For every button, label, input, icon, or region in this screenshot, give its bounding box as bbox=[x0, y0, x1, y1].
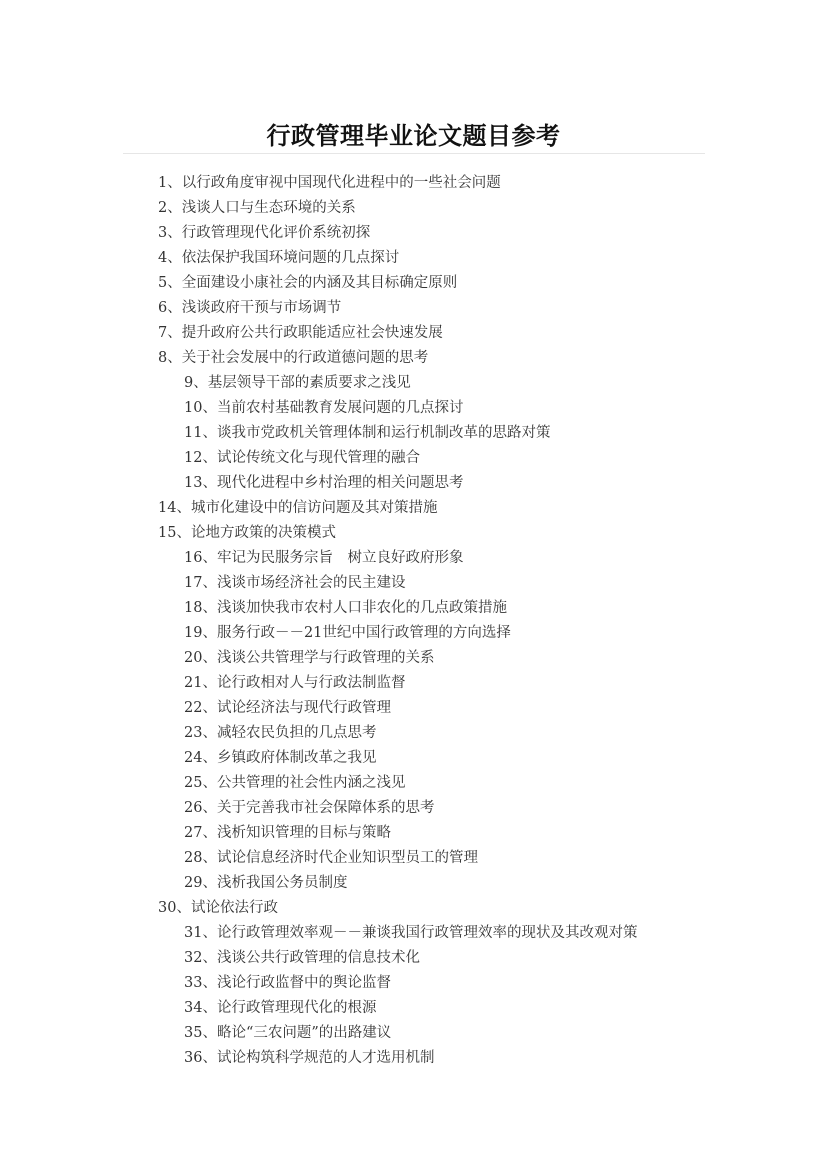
list-item: 7、提升政府公共行政职能适应社会快速发展 bbox=[158, 325, 443, 341]
list-item: 34、论行政管理现代化的根源 bbox=[184, 1000, 377, 1016]
list-item: 17、浅谈市场经济社会的民主建设 bbox=[184, 575, 406, 591]
list-item: 27、浅析知识管理的目标与策略 bbox=[184, 825, 391, 841]
list-item: 36、试论构筑科学规范的人才选用机制 bbox=[184, 1050, 435, 1066]
list-item: 9、基层领导干部的素质要求之浅见 bbox=[184, 375, 411, 391]
topic-list bbox=[0, 171, 827, 1071]
list-item: 25、公共管理的社会性内涵之浅见 bbox=[184, 775, 406, 791]
page-title: 行政管理毕业论文题目参考 bbox=[266, 121, 561, 151]
list-item: 22、试论经济法与现代行政管理 bbox=[184, 700, 391, 716]
list-item: 8、关于社会发展中的行政道德问题的思考 bbox=[158, 350, 429, 366]
list-item: 13、现代化进程中乡村治理的相关问题思考 bbox=[184, 475, 464, 491]
list-item: 4、依法保护我国环境问题的几点探讨 bbox=[158, 250, 400, 266]
list-item: 32、浅谈公共行政管理的信息技术化 bbox=[184, 950, 420, 966]
list-item: 11、谈我市党政机关管理体制和运行机制改革的思路对策 bbox=[184, 425, 551, 441]
list-item: 2、浅谈人口与生态环境的关系 bbox=[158, 200, 356, 216]
list-item: 16、牢记为民服务宗旨 树立良好政府形象 bbox=[184, 550, 464, 566]
list-item: 26、关于完善我市社会保障体系的思考 bbox=[184, 800, 435, 816]
list-item: 1、以行政角度审视中国现代化进程中的一些社会问题 bbox=[158, 175, 501, 191]
list-item: 28、试论信息经济时代企业知识型员工的管理 bbox=[184, 850, 478, 866]
list-item: 18、浅谈加快我市农村人口非农化的几点政策措施 bbox=[184, 600, 507, 616]
list-item: 20、浅谈公共管理学与行政管理的关系 bbox=[184, 650, 435, 666]
list-item: 10、当前农村基础教育发展问题的几点探讨 bbox=[184, 400, 464, 416]
list-item: 23、减轻农民负担的几点思考 bbox=[184, 725, 377, 741]
list-item: 12、试论传统文化与现代管理的融合 bbox=[184, 450, 420, 466]
list-item: 35、略论“三农问题”的出路建议 bbox=[184, 1025, 392, 1041]
list-item: 3、行政管理现代化评价系统初探 bbox=[158, 225, 371, 241]
list-item: 5、全面建设小康社会的内涵及其目标确定原则 bbox=[158, 275, 458, 291]
list-item: 21、论行政相对人与行政法制监督 bbox=[184, 675, 406, 691]
list-item: 14、城市化建设中的信访问题及其对策措施 bbox=[158, 500, 438, 516]
list-item: 19、服务行政－－21世纪中国行政管理的方向选择 bbox=[184, 625, 511, 641]
list-item: 33、浅论行政监督中的舆论监督 bbox=[184, 975, 391, 991]
list-item: 15、论地方政策的决策模式 bbox=[158, 525, 336, 541]
title-divider bbox=[123, 153, 705, 154]
list-item: 30、试论依法行政 bbox=[158, 900, 278, 916]
list-item: 31、论行政管理效率观－－兼谈我国行政管理效率的现状及其改观对策 bbox=[184, 925, 638, 941]
list-item: 6、浅谈政府干预与市场调节 bbox=[158, 300, 342, 316]
list-item: 29、浅析我国公务员制度 bbox=[184, 875, 348, 891]
list-item: 24、乡镇政府体制改革之我见 bbox=[184, 750, 377, 766]
